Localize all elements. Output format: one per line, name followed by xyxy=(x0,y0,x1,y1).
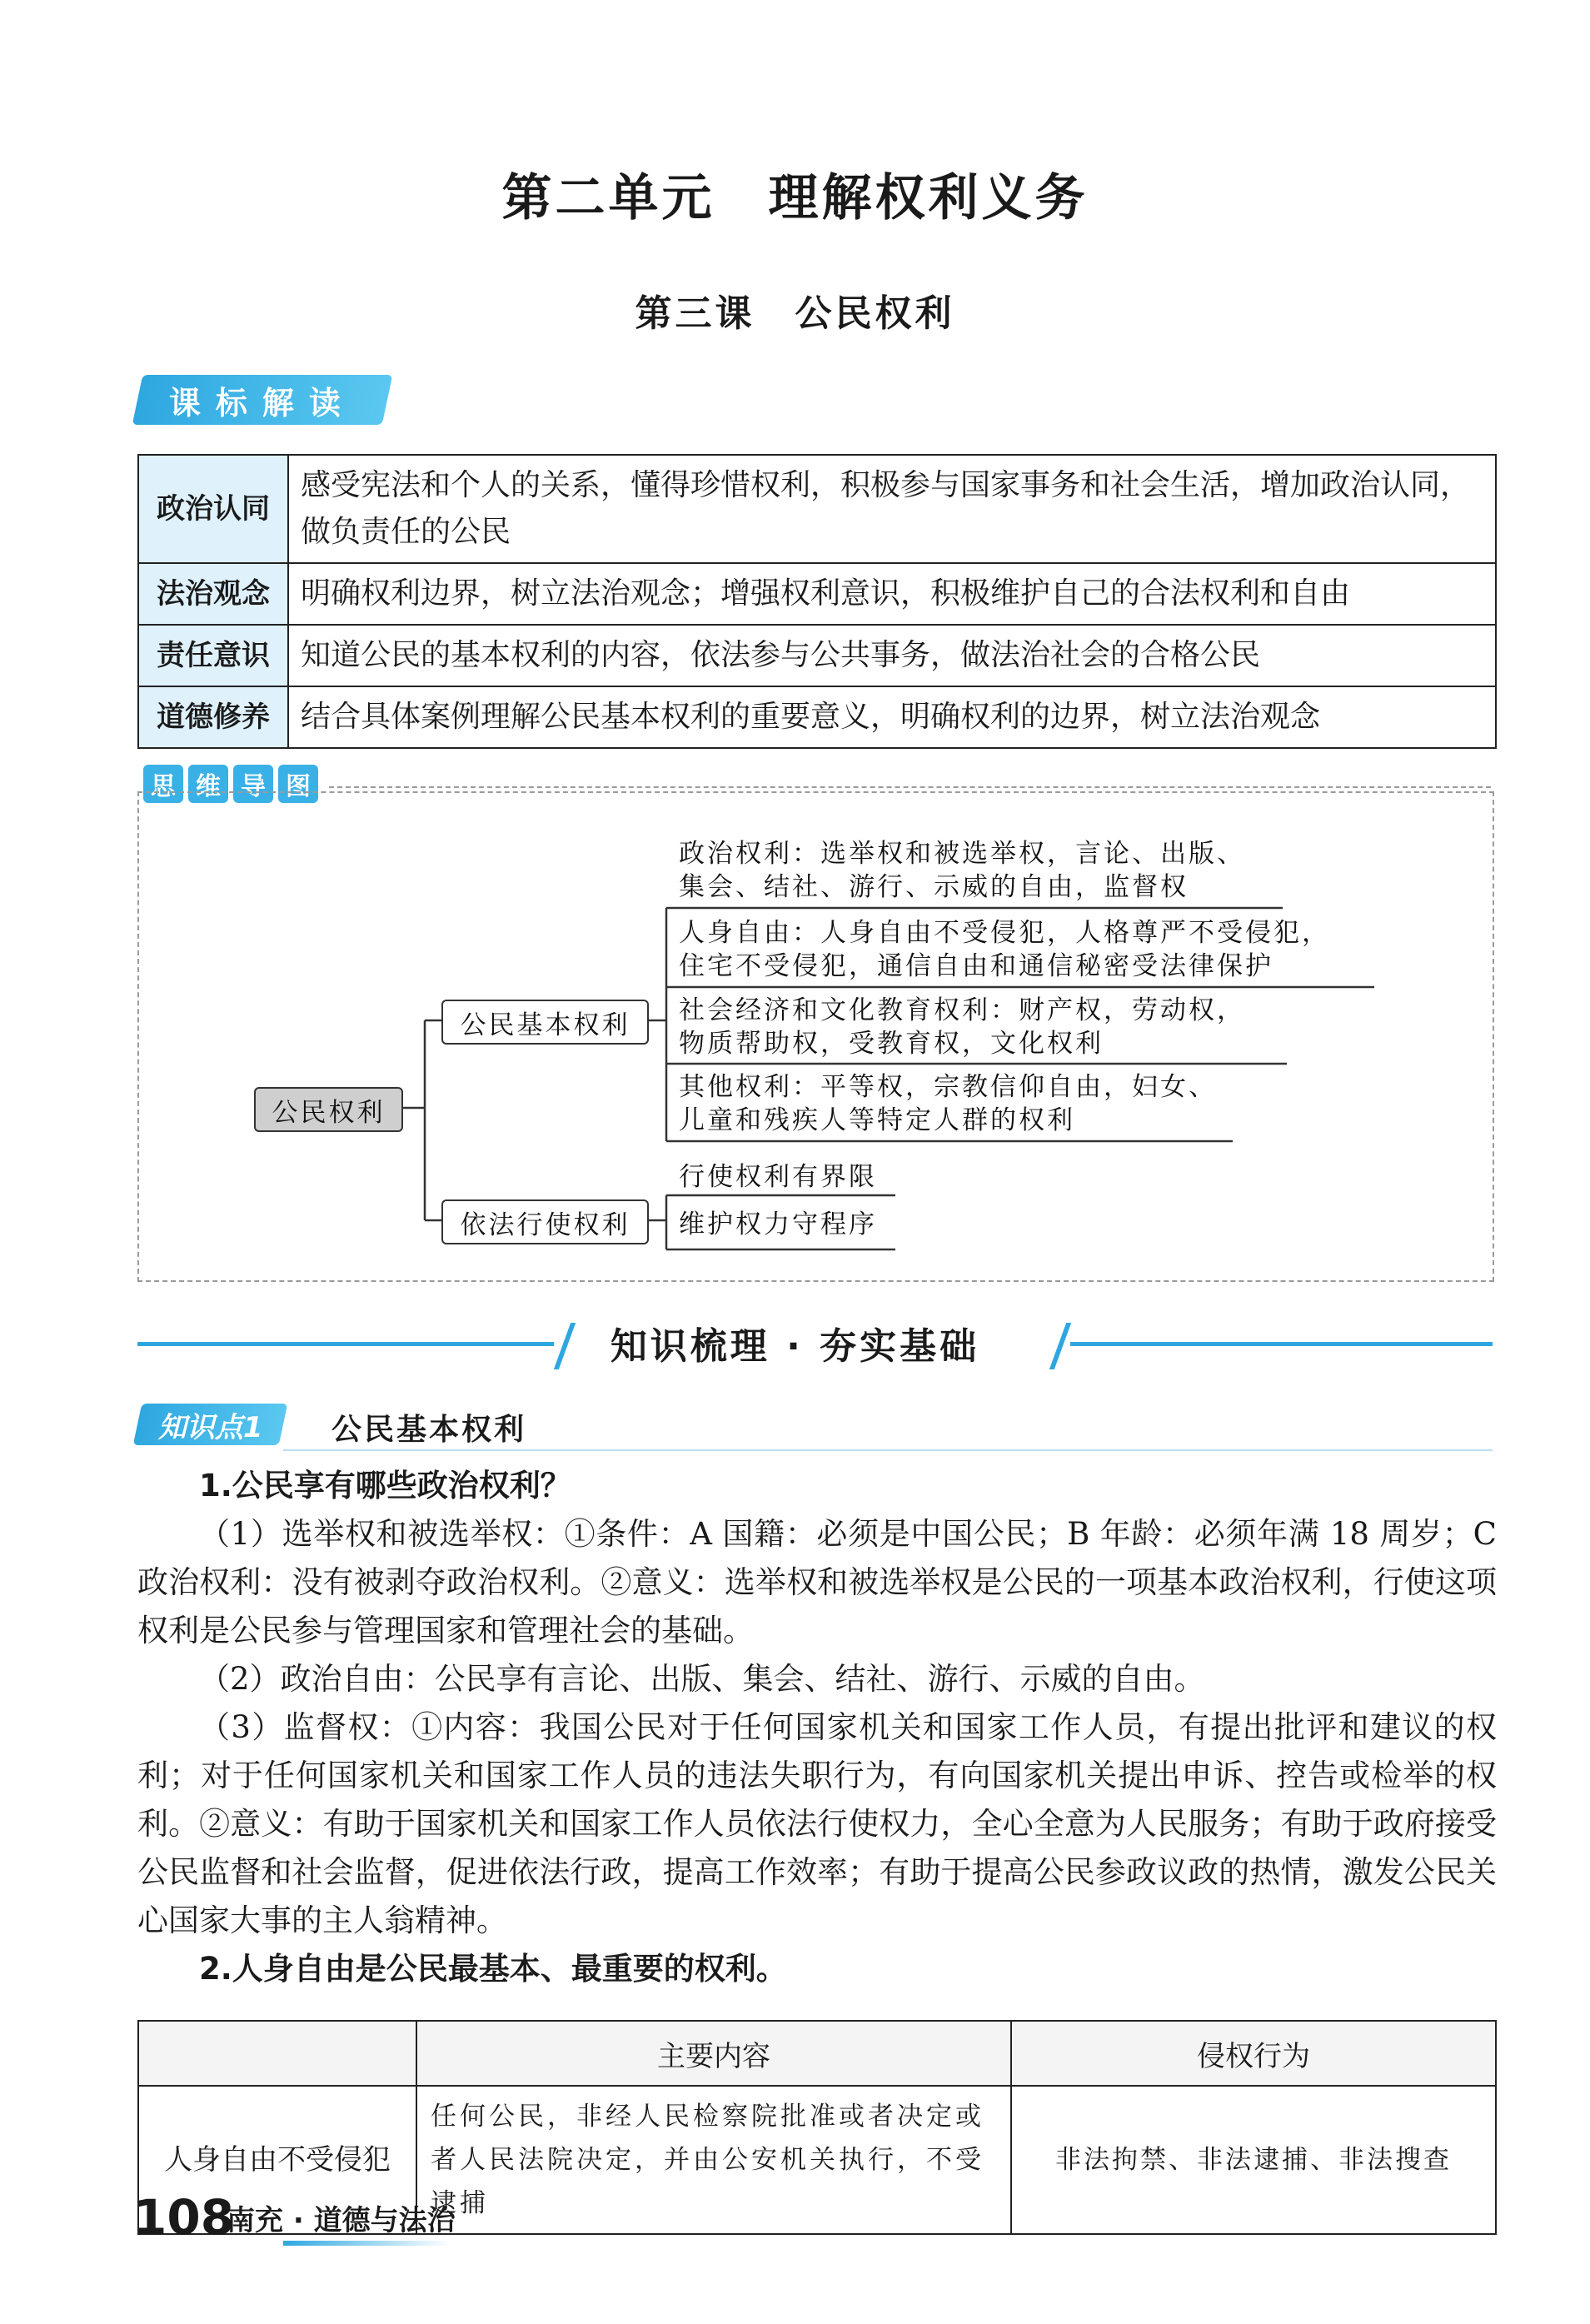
unit-title: 第二单元 理解权利义务 xyxy=(501,169,1089,227)
row-text: 知道公民的基本权利的内容，依法参与公共事务，做法治社会的合格公民 xyxy=(288,625,1496,686)
table-row xyxy=(138,455,1496,563)
mindmap-leaf-procedure: 维护权力守程序 xyxy=(679,1209,877,1239)
mindmap-tab: 维 xyxy=(188,765,228,803)
table-row xyxy=(138,686,1496,748)
footer-title: 南充 · 道德与法治 xyxy=(227,2204,456,2237)
lesson-title: 第三课 公民权利 xyxy=(635,292,955,335)
table-header-row xyxy=(138,2021,1496,2086)
mindmap-leaf-personal: 人身自由：人身自由不受侵犯，人格尊严不受侵犯， 住宅不受侵犯，通信自由和通信秘密受法律保护 xyxy=(679,918,1330,981)
table-row xyxy=(138,625,1496,686)
right-violation: 非法拘禁、非法逮捕、非法搜查 xyxy=(1011,2086,1496,2234)
mindmap-root: 公民权利 xyxy=(254,1087,403,1132)
column-header-content: 主要内容 xyxy=(416,2021,1011,2086)
mindmap-branch-basic-rights: 公民基本权利 xyxy=(441,1000,649,1045)
right-name: 人身自由不受侵犯 xyxy=(138,2086,416,2234)
section-title: 知识梳理 · 夯实基础 xyxy=(610,1325,980,1368)
curriculum-table xyxy=(137,454,1497,749)
table-row xyxy=(138,563,1496,625)
mindmap-tab: 导 xyxy=(233,765,273,803)
column-header-violation: 侵权行为 xyxy=(1011,2021,1496,2086)
mindmap-leaf-political: 政治权利：选举权和被选举权，言论、出版、 集会、结社、游行、示威的自由，监督权 xyxy=(679,839,1245,902)
row-head: 道德修养 xyxy=(138,686,288,748)
row-text: 明确权利边界，树立法治观念；增强权利意识，积极维护自己的合法权利和自由 xyxy=(288,563,1496,625)
row-head: 法治观念 xyxy=(138,563,288,625)
curriculum-banner: 课标解读 xyxy=(132,375,393,425)
question-heading: 1.公民享有哪些政治权利？ xyxy=(199,1468,571,1504)
mindmap-leaf-social: 社会经济和文化教育权利：财产权，劳动权， 物质帮助权，受教育权，文化权利 xyxy=(679,995,1245,1059)
page-number: 108 xyxy=(133,2189,235,2246)
question-heading: 2.人身自由是公民最基本、最重要的权利。 xyxy=(199,1951,787,1987)
mindmap-tab: 图 xyxy=(278,765,318,803)
paragraph: （3）监督权：①内容：我国公民对于任何国家机关和国家工作人员，有提出批评和建议的权利；对于任何国家机关和国家工作人员的违法失职行为，有向国家机关提出申诉、控告或检举的权利。②意义：有助于国家机关和国家工作人员依法行使权力，全心全意为人民服务；有助于政府接受公民监督和社会监督，促进依法行政，提高工作效率；有助于提高公民参政议政的热情，激发公民关心国家大事的主人翁精神。 xyxy=(137,1709,1497,1938)
mindmap-top-border xyxy=(329,786,1491,788)
knowledge-point-title: 公民基本权利 xyxy=(331,1413,527,1447)
row-head: 责任意识 xyxy=(138,625,288,686)
mindmap-branch-exercise-rights: 依法行使权利 xyxy=(441,1199,649,1244)
mindmap-leaf-other: 其他权利：平等权，宗教信仰自由，妇女、 儿童和残疾人等特定人群的权利 xyxy=(679,1072,1217,1135)
row-text: 结合具体案例理解公民基本权利的重要意义，明确权利的边界，树立法治观念 xyxy=(288,686,1496,748)
paragraph: （1）选举权和被选举权：①条件：A 国籍：必须是中国公民；B 年龄：必须年满 18 周岁；C 政治权利：没有被剥夺政治权利。②意义：选举权和被选举权是公民的一项基本政治权利，行使这项权利是公民参与管理国家和管理社会的基础。 xyxy=(137,1516,1497,1648)
section-rule-right xyxy=(1070,1342,1493,1346)
column-header-empty xyxy=(138,2021,416,2086)
mindmap-tab: 思 xyxy=(143,765,183,803)
right-content: 任何公民，非经人民检察院批准或者决定或者人民法院决定，并由公安机关执行，不受逮捕 xyxy=(416,2086,1011,2234)
knowledge-point-rule xyxy=(283,1449,1493,1451)
footer-accent xyxy=(283,2241,450,2246)
body-text xyxy=(137,1462,1497,1993)
knowledge-point-badge: 知识点1 xyxy=(133,1404,288,1445)
mindmap-leaf-boundary: 行使权利有界限 xyxy=(679,1162,877,1192)
row-text: 感受宪法和个人的关系，懂得珍惜权利，积极参与国家事务和社会生活，增加政治认同，做负责任的公民 xyxy=(288,455,1496,563)
paragraph: （2）政治自由：公民享有言论、出版、集会、结社、游行、示威的自由。 xyxy=(199,1661,1205,1697)
row-head: 政治认同 xyxy=(138,455,288,563)
